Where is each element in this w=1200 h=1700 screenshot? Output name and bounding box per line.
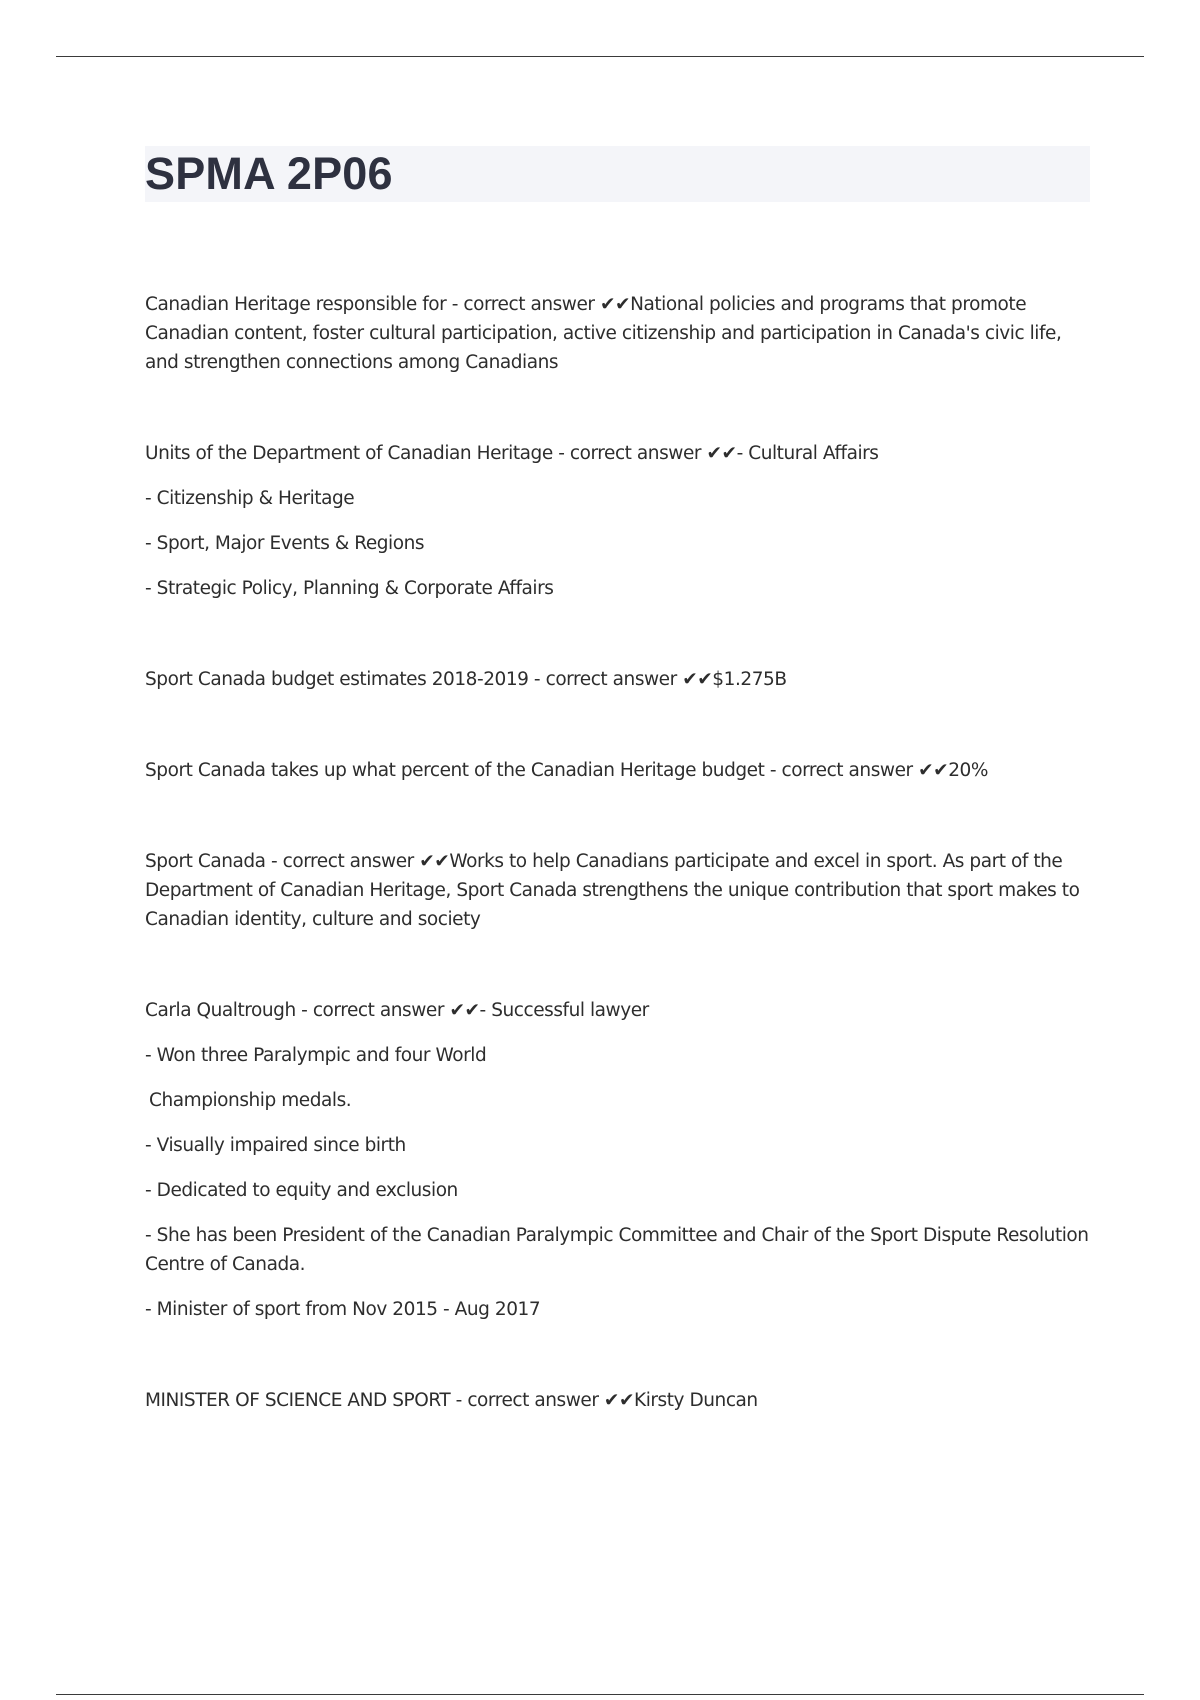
list-item: - Sport, Major Events & Regions (145, 533, 425, 554)
top-rule (56, 56, 1144, 57)
document-title: SPMA 2P06 (145, 148, 393, 199)
qa-carla-qualtrough: Carla Qualtrough - correct answer ✔✔- Successful lawyer (145, 1000, 649, 1021)
qa-units-department: Units of the Department of Canadian Heritage - correct answer ✔✔- Cultural Affairs (145, 443, 879, 464)
qa-canadian-heritage: Canadian Heritage responsible for - correct answer ✔✔National policies and programs that promote Canadian content, foster cultural participation, active citizenship and participation in Canada's civic life, and strengthen connections among Canadians (145, 294, 1062, 373)
qa-sport-canada: Sport Canada - correct answer ✔✔Works to help Canadians participate and excel in sport. As part of the Department of Canadian Heritage, Sport Canada strengthens the unique contribution that sport makes to Canadian identity, culture and society (145, 851, 1080, 930)
list-item: - Minister of sport from Nov 2015 - Aug 2017 (145, 1299, 541, 1320)
list-item: - Strategic Policy, Planning & Corporate Affairs (145, 578, 554, 599)
bottom-rule (56, 1694, 1144, 1695)
list-item: - She has been President of the Canadian Paralympic Committee and Chair of the Sport Dispute Resolution Centre of Canada. (145, 1225, 1089, 1275)
list-item-continuation: Championship medals. (149, 1090, 352, 1111)
qa-minister-science-sport: MINISTER OF SCIENCE AND SPORT - correct answer ✔✔Kirsty Duncan (145, 1390, 758, 1411)
list-item: - Dedicated to equity and exclusion (145, 1180, 458, 1201)
document-body (145, 290, 1090, 1415)
list-item: - Visually impaired since birth (145, 1135, 406, 1156)
qa-budget-estimates: Sport Canada budget estimates 2018-2019 - correct answer ✔✔$1.275B (145, 669, 787, 690)
list-item: - Won three Paralympic and four World (145, 1045, 487, 1066)
list-item: - Citizenship & Heritage (145, 488, 355, 509)
qa-budget-percent: Sport Canada takes up what percent of the Canadian Heritage budget - correct answer ✔✔20% (145, 760, 988, 781)
